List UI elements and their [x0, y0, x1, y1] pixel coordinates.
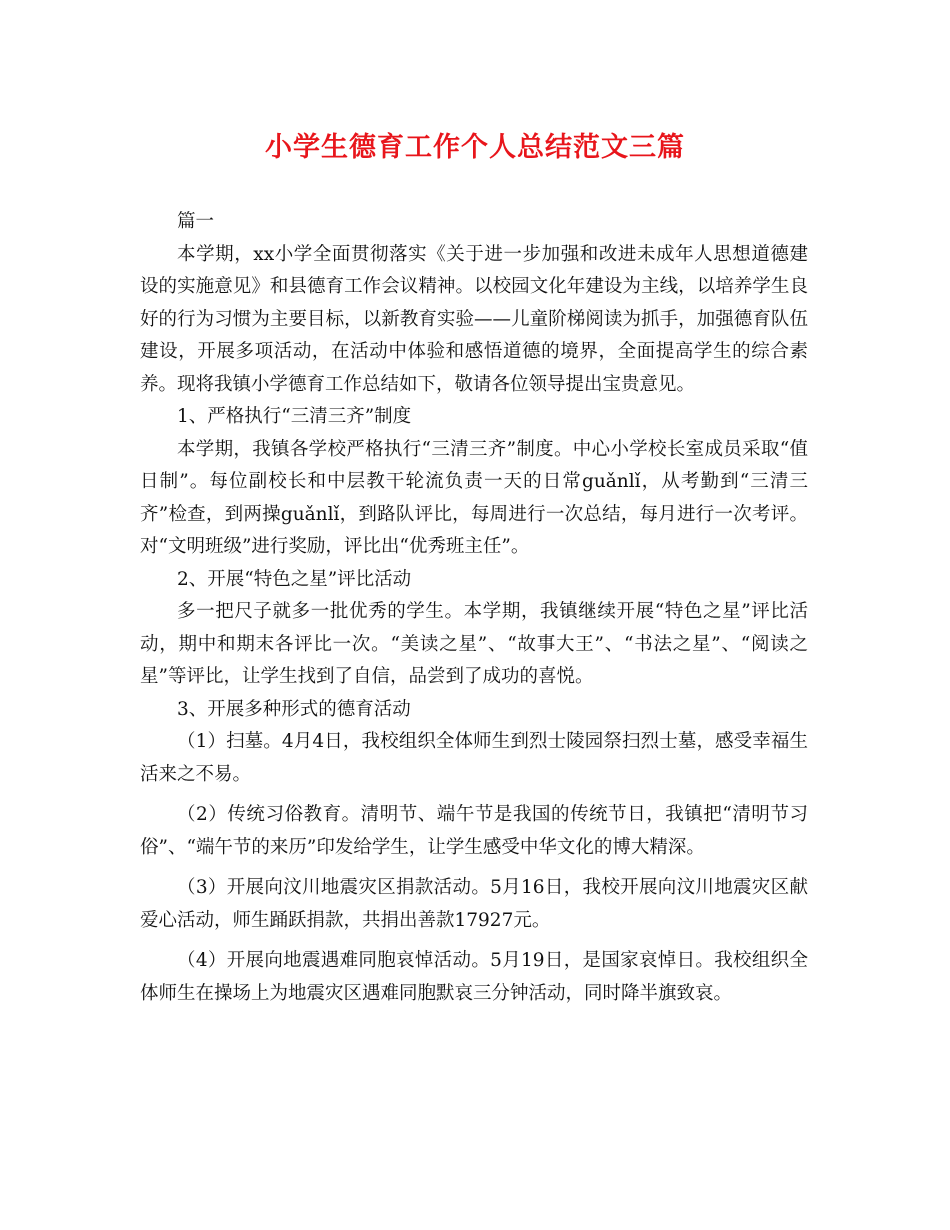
subsection-heading: 1、严格执行“三清三齐”制度	[177, 406, 412, 427]
body-paragraph: 多一把尺子就多一批优秀的学生。本学期，我镇继续开展“特色之星”评比活动，期中和期末各评比一次。“美读之星”、“故事大王”、“书法之星”、“阅读之星”等评比，让学生找到了自信，品尝到了成功的喜悦。	[140, 601, 808, 687]
list-item-paragraph: （1）扫墓。4月4日，我校组织全体师生到烈士陵园祭扫烈士墓，感受幸福生活来之不易。	[140, 731, 808, 785]
list-item-paragraph: （2）传统习俗教育。清明节、端午节是我国的传统节日，我镇把“清明节习俗”、“端午节的来历”印发给学生，让学生感受中华文化的博大精深。	[140, 804, 808, 858]
list-item-paragraph: （3）开展向汶川地震灾区捐款活动。5月16日，我校开展向汶川地震灾区献爱心活动，师生踊跃捐款，共捐出善款17927元。	[140, 877, 808, 931]
subsection-heading: 2、开展“特色之星”评比活动	[177, 568, 412, 590]
body-paragraph: 本学期，我镇各学校严格执行“三清三齐”制度。中心小学校长室成员采取“值日制”。每位副校长和中层教干轮流负责一天的日常guǎnlǐ，从考勤到“三清三齐”检查，到两操guǎnlǐ，到路队评比，每周进行一次总结，每月进行一次考评。对“文明班级”进行奖励，评比出“优秀班主任”。	[140, 438, 808, 557]
document-body	[140, 206, 808, 1010]
subsection-heading: 3、开展多种形式的德育活动	[177, 698, 411, 720]
document-title: 小学生德育工作个人总结范文三篇	[265, 132, 685, 163]
list-item-paragraph: （4）开展向地震遇难同胞哀悼活动。5月19日，是国家哀悼日。我校组织全体师生在操场上为地震灾区遇难同胞默哀三分钟活动，同时降半旗致哀。	[140, 950, 808, 1004]
body-paragraph: 本学期，xx小学全面贯彻落实《关于进一步加强和改进未成年人思想道德建设的实施意见》和县德育工作会议精神。以校园文化年建设为主线，以培养学生良好的行为习惯为主要目标，以新教育实验——儿童阶梯阅读为抓手，加强德育队伍建设，开展多项活动，在活动中体验和感悟道德的境界，全面提高学生的综合素养。现将我镇小学德育工作总结如下，敬请各位领导提出宝贵意见。	[140, 243, 808, 395]
section-heading: 篇一	[177, 211, 215, 232]
